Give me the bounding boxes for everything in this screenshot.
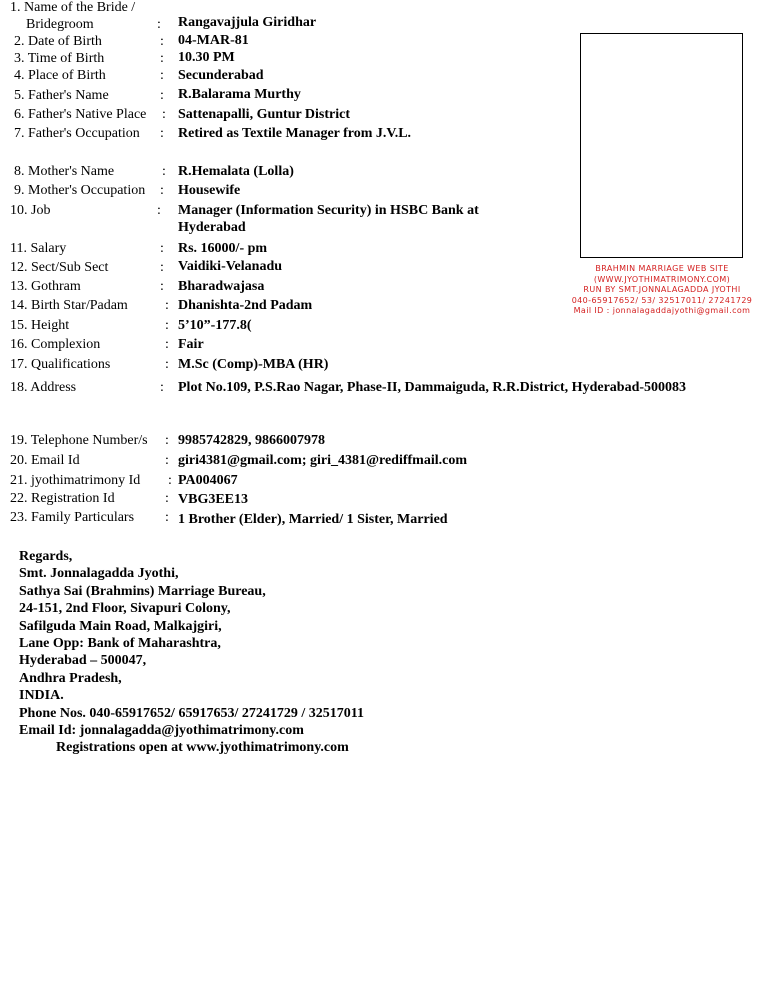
field-separator: :	[160, 241, 164, 256]
field-label-complexion: 16. Complexion	[10, 337, 101, 352]
field-value-dob: 04-MAR-81	[178, 33, 249, 48]
regards-line: Phone Nos. 040-65917652/ 65917653/ 27241729 / 32517011	[19, 705, 364, 721]
field-value-pob: Secunderabad	[178, 68, 264, 83]
regards-line: Andhra Pradesh,	[19, 670, 122, 686]
field-separator: :	[165, 298, 169, 313]
field-separator: :	[160, 126, 164, 141]
field-label-birth-star: 14. Birth Star/Padam	[10, 298, 128, 313]
field-separator: :	[160, 51, 164, 66]
regards-line: INDIA.	[19, 688, 64, 704]
field-separator: :	[160, 260, 164, 275]
regards-line: Sathya Sai (Brahmins) Marriage Bureau,	[19, 583, 266, 599]
field-separator: :	[162, 164, 166, 179]
field-value-qualifications: M.Sc (Comp)-MBA (HR)	[178, 357, 329, 372]
field-separator: :	[165, 453, 169, 468]
field-label-job: 10. Job	[10, 203, 51, 218]
field-label-salary: 11. Salary	[10, 241, 67, 256]
field-separator: :	[165, 318, 169, 333]
field-label-pob: 4. Place of Birth	[14, 68, 106, 83]
field-value-registration-id: VBG3EE13	[178, 492, 249, 507]
field-value-email: giri4381@gmail.com; giri_4381@rediffmail.com	[178, 453, 468, 468]
field-separator: :	[157, 17, 161, 32]
field-label-family: 23. Family Particulars	[10, 510, 135, 525]
field-separator: :	[165, 491, 169, 506]
field-separator: :	[160, 380, 164, 395]
field-separator: :	[165, 357, 169, 372]
field-separator: :	[160, 279, 164, 294]
field-value-complexion: Fair	[178, 337, 204, 352]
field-value-father-name: R.Balarama Murthy	[178, 87, 301, 102]
field-separator: :	[162, 107, 166, 122]
field-label-name-cont: Bridegroom	[26, 17, 94, 32]
field-value-sect: Vaidiki-Velanadu	[178, 259, 283, 274]
field-value-job: Manager (Information Security) in HSBC Bank at	[178, 203, 479, 218]
field-value-father-occupation: Retired as Textile Manager from J.V.L.	[178, 126, 412, 141]
regards-block	[19, 548, 364, 757]
field-label-tob: 3. Time of Birth	[14, 51, 105, 66]
field-value-telephone: 9985742829, 9866007978	[178, 433, 325, 448]
field-value-mother-occupation: Housewife	[178, 183, 241, 198]
regards-line: Smt. Jonnalagadda Jyothi,	[19, 566, 179, 582]
field-value-birth-star: Dhanishta-2nd Padam	[178, 298, 313, 313]
stamp-line: BRAHMIN MARRIAGE WEB SITE	[595, 264, 729, 273]
field-label-telephone: 19. Telephone Number/s	[10, 433, 148, 448]
field-value-address: Plot No.109, P.S.Rao Nagar, Phase-II, Dammaiguda, R.R.District, Hyderabad-500083	[178, 380, 687, 395]
field-label-mother-name: 8. Mother's Name	[14, 164, 115, 179]
field-label-height: 15. Height	[10, 318, 70, 333]
field-label-dob: 2. Date of Birth	[14, 34, 102, 49]
regards-line: Hyderabad – 500047,	[19, 653, 147, 669]
field-separator: :	[160, 88, 164, 103]
regards-line: Regards,	[19, 549, 73, 564]
stamp-line: Mail ID : jonnalagaddajyothi@gmail.com	[573, 306, 751, 315]
stamp-line: RUN BY SMT.JONNALAGADDA JYOTHI	[583, 285, 741, 294]
field-label-gothram: 13. Gothram	[10, 279, 81, 294]
field-label-mother-occupation: 9. Mother's Occupation	[14, 183, 146, 198]
field-label-sect: 12. Sect/Sub Sect	[10, 260, 109, 275]
stamp-line: 040-65917652/ 53/ 32517011/ 27241729	[571, 295, 753, 305]
bureau-stamp	[566, 264, 758, 317]
field-separator: :	[160, 68, 164, 83]
field-label-address: 18. Address	[10, 380, 77, 395]
regards-line: Safilguda Main Road, Malkajgiri,	[19, 618, 222, 634]
regards-line: 24-151, 2nd Floor, Sivapuri Colony,	[19, 601, 231, 617]
field-value-tob: 10.30 PM	[178, 50, 235, 65]
field-separator: :	[165, 337, 169, 352]
field-value-job-cont: Hyderabad	[178, 220, 246, 235]
field-label-email: 20. Email Id	[10, 453, 80, 468]
photo-placeholder	[580, 33, 743, 258]
field-value-family: 1 Brother (Elder), Married/ 1 Sister, Married	[178, 512, 448, 527]
field-label-father-name: 5. Father's Name	[14, 88, 109, 103]
field-separator: :	[165, 433, 169, 448]
field-separator: :	[165, 510, 169, 525]
field-value-jyothimatrimony-id: PA004067	[178, 473, 238, 488]
field-separator: :	[157, 203, 161, 218]
registration-note: Registrations open at www.jyothimatrimony.com	[56, 740, 349, 756]
field-separator: :	[168, 473, 172, 488]
field-label-native-place: 6. Father's Native Place	[14, 107, 147, 122]
field-separator: :	[160, 183, 164, 198]
field-label-registration-id: 22. Registration Id	[10, 491, 115, 506]
field-separator: :	[160, 34, 164, 49]
field-label-name: 1. Name of the Bride /	[10, 0, 136, 15]
regards-line: Email Id: jonnalagadda@jyothimatrimony.com	[19, 723, 304, 739]
field-label-jyothimatrimony-id: 21. jyothimatrimony Id	[10, 473, 141, 488]
field-value-mother-name: R.Hemalata (Lolla)	[178, 164, 294, 179]
field-value-height: 5’10”-177.8(	[178, 318, 252, 333]
field-value-gothram: Bharadwajasa	[178, 279, 265, 294]
field-value-salary: Rs. 16000/- pm	[178, 241, 268, 256]
field-label-qualifications: 17. Qualifications	[10, 357, 111, 372]
field-value-name: Rangavajjula Giridhar	[178, 15, 317, 30]
field-label-father-occupation: 7. Father's Occupation	[14, 126, 140, 141]
regards-line: Lane Opp: Bank of Maharashtra,	[19, 636, 221, 652]
field-value-native-place: Sattenapalli, Guntur District	[178, 107, 351, 122]
stamp-line: (WWW.JYOTHIMATRIMONY.COM)	[593, 274, 731, 284]
